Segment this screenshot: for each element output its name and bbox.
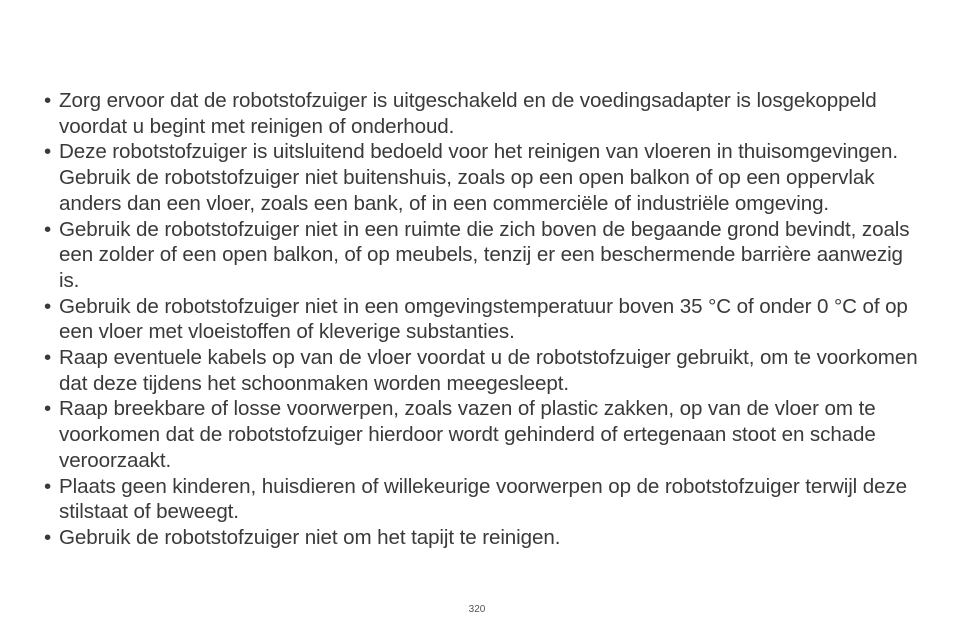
list-item: [44, 396, 924, 473]
bullet-text: Gebruik de robotstofzuiger niet in een ruimte die zich boven de begaande grond bevindt, zoals een zolder of een open balkon, of op meubels, tenzij er een beschermende barrière aanwezig is.: [59, 217, 910, 292]
bullet-text: Plaats geen kinderen, huisdieren of willekeurige voorwerpen op de robotstofzuiger terwijl deze stilstaat of beweegt.: [59, 474, 908, 524]
list-item: [44, 525, 924, 551]
bullet-dot: •: [44, 140, 52, 164]
list-item: [44, 345, 924, 396]
bullet-text: Raap eventuele kabels op van de vloer voordat u de robotstofzuiger gebruikt, om te voorkomen dat deze tijdens het schoonmaken worden meegesleept.: [59, 346, 918, 395]
list-item: [44, 474, 924, 525]
bullet-text: Raap breekbare of losse voorwerpen, zoals vazen of plastic zakken, op van de vloer om te voorkomen dat de robotstofzuiger hierdoor wordt gehinderd of ertegenaan stoot en schade veroorzaakt.: [59, 397, 876, 472]
safety-bullet-list: [44, 88, 924, 551]
list-item: [44, 217, 924, 294]
bullet-text: Zorg ervoor dat de robotstofzuiger is uitgeschakeld en de voedingsadapter is losgekoppeld voordat u begint met reinigen of onderhoud.: [59, 89, 877, 138]
bullet-dot: •: [44, 397, 52, 421]
bullet-text: Gebruik de robotstofzuiger niet om het tapijt te reinigen.: [59, 525, 561, 549]
list-item: [44, 88, 924, 139]
bullet-dot: •: [44, 474, 52, 498]
bullet-dot: •: [44, 525, 52, 549]
list-item: [44, 139, 924, 216]
list-item: [44, 294, 924, 345]
bullet-text: Deze robotstofzuiger is uitsluitend bedoeld voor het reinigen van vloeren in thuisomgevingen. Gebruik de robotstofzuiger niet buitenshuis, zoals op een open balkon of op een oppervlak anders dan een vloer, zoals een bank, of in een commerciële of industriële omgeving.: [59, 140, 898, 215]
bullet-text: Gebruik de robotstofzuiger niet in een omgevingstemperatuur boven 35 °C of onder 0 °C of op een vloer met vloeistoffen of kleverige substanties.: [59, 294, 908, 344]
bullet-dot: •: [44, 346, 52, 370]
bullet-dot: •: [44, 294, 52, 318]
page-number: 320: [468, 604, 486, 615]
bullet-dot: •: [44, 217, 52, 241]
bullet-dot: •: [44, 89, 52, 112]
